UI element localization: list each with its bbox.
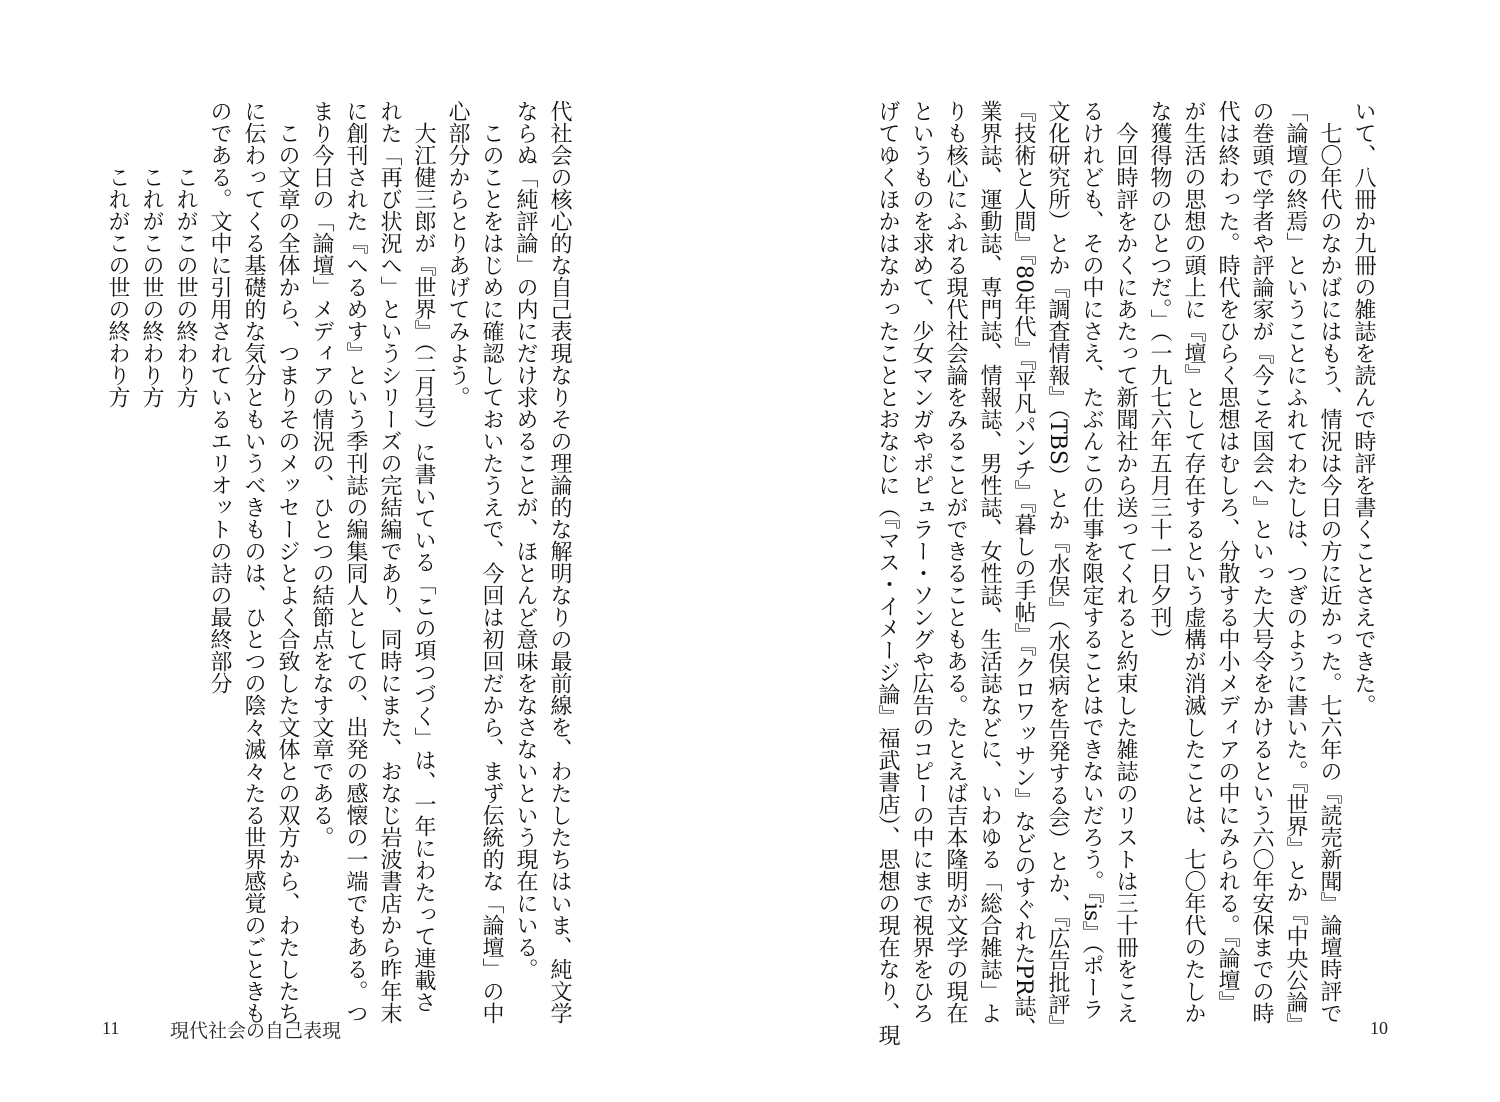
text-line: 『技術と人間』『80年代』『平凡パンチ』『暮しの手帖』『クロワッサン』などのすぐれたPR誌、 <box>1011 100 1036 1040</box>
quote-line: これがこの世の終わり方 <box>139 166 164 408</box>
text-line: 代は終わった。時代をひらく思想はむしろ、分散する中小メディアの中にみられる。『論壇』 <box>1215 100 1240 1013</box>
text-line: 「論壇の終焉」ということにふれてわたしは、つぎのように書いた。『世界』とか『中央公論』 <box>1283 100 1308 1035</box>
text-line: げてゆくほかはなかったこととおなじに（『マス・イメージ論』福武書店）、思想の現在なり、現 <box>875 100 900 1046</box>
text-line: るけれども、その中にさえ、たぶんこの仕事を限定することはできないだろう。『is』（ポーラ <box>1079 100 1104 1021</box>
page-number: 10 <box>1370 1018 1388 1038</box>
text-line: まり今日の「論壇」メディアの情況の、ひとつの結節点をなす文章である。 <box>309 100 334 848</box>
text-line: な獲得物のひとつだ。」（一九七六年五月三十一日夕刊） <box>1147 100 1172 650</box>
text-line: 心部分からとりあげてみよう。 <box>445 100 470 408</box>
text-line: というものを求めて、少女マンガやポピュラー・ソングや広告のコピーの中にまで視界をひろ <box>909 100 934 1024</box>
text-line: のである。文中に引用されているエリオットの詩の最終部分 <box>207 100 232 694</box>
page-number: 11 <box>102 1018 120 1038</box>
right-page <box>750 0 1500 1102</box>
text-line: 大江健三郎が『世界』（二月号）に書いている「この項つづく」は、一年にわたって連載さ <box>411 122 436 1013</box>
text-line: この文章の全体から、つまりそのメッセージとよく合致した文体との双方から、わたしたち <box>275 122 300 1024</box>
text-line: ならぬ「純評論」の内にだけ求めることが、ほとんど意味をなさないという現在にいる。 <box>513 100 538 980</box>
left-page-text <box>100 100 576 1024</box>
text-line: 業界誌、運動誌、専門誌、情報誌、男性誌、女性誌、生活誌などに、いわゆる「総合雑誌」よ <box>977 100 1002 1024</box>
text-line: 文化研究所）とか『調査情報』（TBS）とか『水俣』（水俣病を告発する会）とか、『広告批評』 <box>1045 100 1070 1037</box>
quote-line: これがこの世の終わり方 <box>105 166 130 408</box>
text-line: に創刊された『へるめす』という季刊誌の編集同人としての、出発の感懐の一端でもある。つ <box>343 100 368 1024</box>
text-line: 代社会の核心的な自己表現なりその理論的な解明なりの最前線を、わたしたちはいま、純文学 <box>547 100 572 1024</box>
text-line: の巻頭で学者や評論家が『今こそ国会へ』といった大号令をかけるという六〇年安保までの時 <box>1249 100 1274 1024</box>
text-line: れた「再び状況へ」というシリーズの完結編であり、同時にまた、おなじ岩波書店から昨年末 <box>377 100 402 1024</box>
text-line: 七〇年代のなかばにはもう、情況は今日の方に近かった。七六年の『読売新聞』論壇時評で <box>1317 122 1342 1024</box>
text-line: が生活の思想の頭上に『壇』として存在するという虚構が消滅したことは、七〇年代のたしか <box>1181 100 1206 1024</box>
text-line: に伝わってくる基礎的な気分ともいうべきものは、ひとつの陰々滅々たる世界感覚のごときも <box>241 100 266 1024</box>
text-line: いて、八冊か九冊の雑誌を読んで時評を書くことさえできた。 <box>1351 100 1376 716</box>
running-head: 現代社会の自己表現 <box>170 1020 342 1042</box>
text-line: このことをはじめに確認しておいたうえで、今回は初回だから、まず伝統的な「論壇」の中 <box>479 122 504 1024</box>
text-line: りも核心にふれる現代社会論をみることができることもある。たとえば吉本隆明が文学の現在 <box>943 100 968 1024</box>
text-line: 今回時評をかくにあたって新聞社から送ってくれると約束した雑誌のリストは三十冊をこえ <box>1113 122 1138 1024</box>
quote-line: これがこの世の終わり方 <box>173 166 198 408</box>
